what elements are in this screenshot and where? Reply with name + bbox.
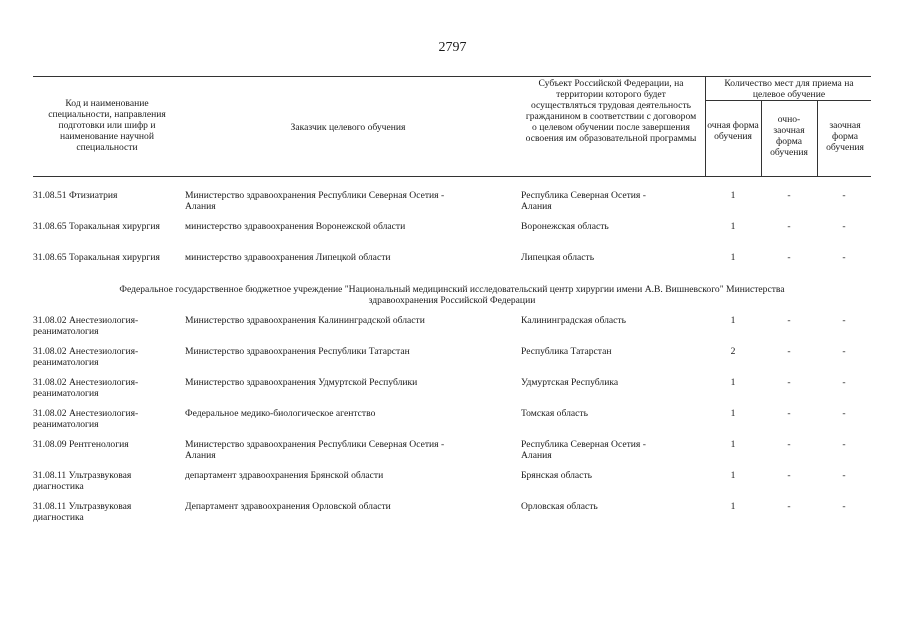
- cell-subject: Орловская область: [521, 501, 598, 512]
- cell-subject: Республика Северная Осетия - Алания: [521, 439, 646, 461]
- cell-fulltime: 1: [730, 439, 736, 450]
- cell-extramural: -: [842, 470, 846, 481]
- cell-subject: Брянская область: [521, 470, 593, 481]
- cell-mixed: -: [787, 252, 791, 263]
- header-fulltime: очная форма обучения: [707, 120, 759, 142]
- cell-customer: Министерство здравоохранения Калининградской области: [185, 315, 425, 326]
- cell-extramural: -: [842, 221, 846, 232]
- cell-subject: Удмуртская Республика: [521, 377, 619, 388]
- cell-extramural: -: [842, 439, 846, 450]
- cell-code: 31.08.65 Торакальная хирургия: [33, 221, 160, 232]
- cell-extramural: -: [842, 377, 846, 388]
- cell-subject: Калининградская область: [521, 315, 626, 326]
- cell-code: 31.08.65 Торакальная хирургия: [33, 252, 160, 263]
- cell-fulltime: 1: [730, 408, 736, 419]
- table-top-border: [33, 76, 871, 77]
- cell-code: 31.08.11 Ультразвуковая диагностика: [33, 470, 132, 492]
- cell-fulltime: 2: [730, 346, 736, 357]
- cell-code: 31.08.02 Анестезиология-реаниматология: [33, 408, 139, 430]
- header-divider: [705, 76, 706, 176]
- cell-fulltime: 1: [730, 252, 736, 263]
- cell-extramural: -: [842, 252, 846, 263]
- cell-code: 31.08.02 Анестезиология-реаниматология: [33, 315, 139, 337]
- cell-code: 31.08.11 Ультразвуковая диагностика: [33, 501, 132, 523]
- cell-mixed: -: [787, 439, 791, 450]
- cell-code: 31.08.02 Анестезиология-реаниматология: [33, 346, 139, 368]
- cell-fulltime: 1: [730, 470, 736, 481]
- header-bottom-border: [33, 176, 871, 177]
- cell-subject: Липецкая область: [521, 252, 595, 263]
- cell-mixed: -: [787, 221, 791, 232]
- cell-mixed: -: [787, 470, 791, 481]
- cell-subject: Воронежская область: [521, 221, 609, 232]
- header-subject: Субъект Российской Федерации, на территории которого будет осуществляться трудовая деятельность гражданином в соответствии с договором о целевом обучении после завершения освоения им образовательной программы: [525, 78, 697, 144]
- header-divider: [761, 100, 762, 176]
- cell-customer: Департамент здравоохранения Орловской области: [185, 501, 391, 512]
- cell-code: 31.08.51 Фтизиатрия: [33, 190, 118, 201]
- cell-subject: Республика Татарстан: [521, 346, 612, 357]
- cell-fulltime: 1: [730, 377, 736, 388]
- cell-customer: министерство здравоохранения Липецкой области: [185, 252, 391, 263]
- cell-extramural: -: [842, 501, 846, 512]
- cell-subject: Республика Северная Осетия - Алания: [521, 190, 646, 212]
- cell-customer: Министерство здравоохранения Республики Северная Осетия - Алания: [185, 439, 445, 461]
- cell-mixed: -: [787, 501, 791, 512]
- cell-mixed: -: [787, 346, 791, 357]
- organization-heading: Федеральное государственное бюджетное учреждение "Национальный медицинский исследовательский центр хирургии имени А.В. Вишневского" Министерства здравоохранения Российской Федерации: [119, 284, 785, 306]
- header-customer: Заказчик целевого обучения: [290, 122, 406, 133]
- header-extramural: заочная форма обучения: [826, 120, 864, 153]
- cell-mixed: -: [787, 408, 791, 419]
- cell-extramural: -: [842, 408, 846, 419]
- header-divider: [817, 100, 818, 176]
- cell-extramural: -: [842, 315, 846, 326]
- cell-customer: Министерство здравоохранения Республики Татарстан: [185, 346, 410, 357]
- page-number: 2797: [438, 40, 467, 55]
- cell-fulltime: 1: [730, 501, 736, 512]
- cell-customer: Министерство здравоохранения Удмуртской Республики: [185, 377, 418, 388]
- cell-customer: Министерство здравоохранения Республики Северная Осетия - Алания: [185, 190, 445, 212]
- header-mixed: очно-заочная форма обучения: [770, 114, 808, 158]
- cell-customer: Федеральное медико-биологическое агентство: [185, 408, 376, 419]
- cell-code: 31.08.09 Рентгенология: [33, 439, 129, 450]
- cell-customer: департамент здравоохранения Брянской области: [185, 470, 384, 481]
- header-places: Количество мест для приема на целевое обучение: [724, 78, 854, 100]
- cell-fulltime: 1: [730, 190, 736, 201]
- header-code: Код и наименование специальности, направления подготовки или шифр и наименование научной специальности: [48, 98, 166, 153]
- cell-extramural: -: [842, 190, 846, 201]
- cell-subject: Томская область: [521, 408, 588, 419]
- places-subheader-line: [705, 100, 871, 101]
- cell-fulltime: 1: [730, 221, 736, 232]
- cell-code: 31.08.02 Анестезиология-реаниматология: [33, 377, 139, 399]
- cell-mixed: -: [787, 315, 791, 326]
- cell-mixed: -: [787, 190, 791, 201]
- cell-mixed: -: [787, 377, 791, 388]
- cell-customer: министерство здравоохранения Воронежской области: [185, 221, 406, 232]
- cell-fulltime: 1: [730, 315, 736, 326]
- cell-extramural: -: [842, 346, 846, 357]
